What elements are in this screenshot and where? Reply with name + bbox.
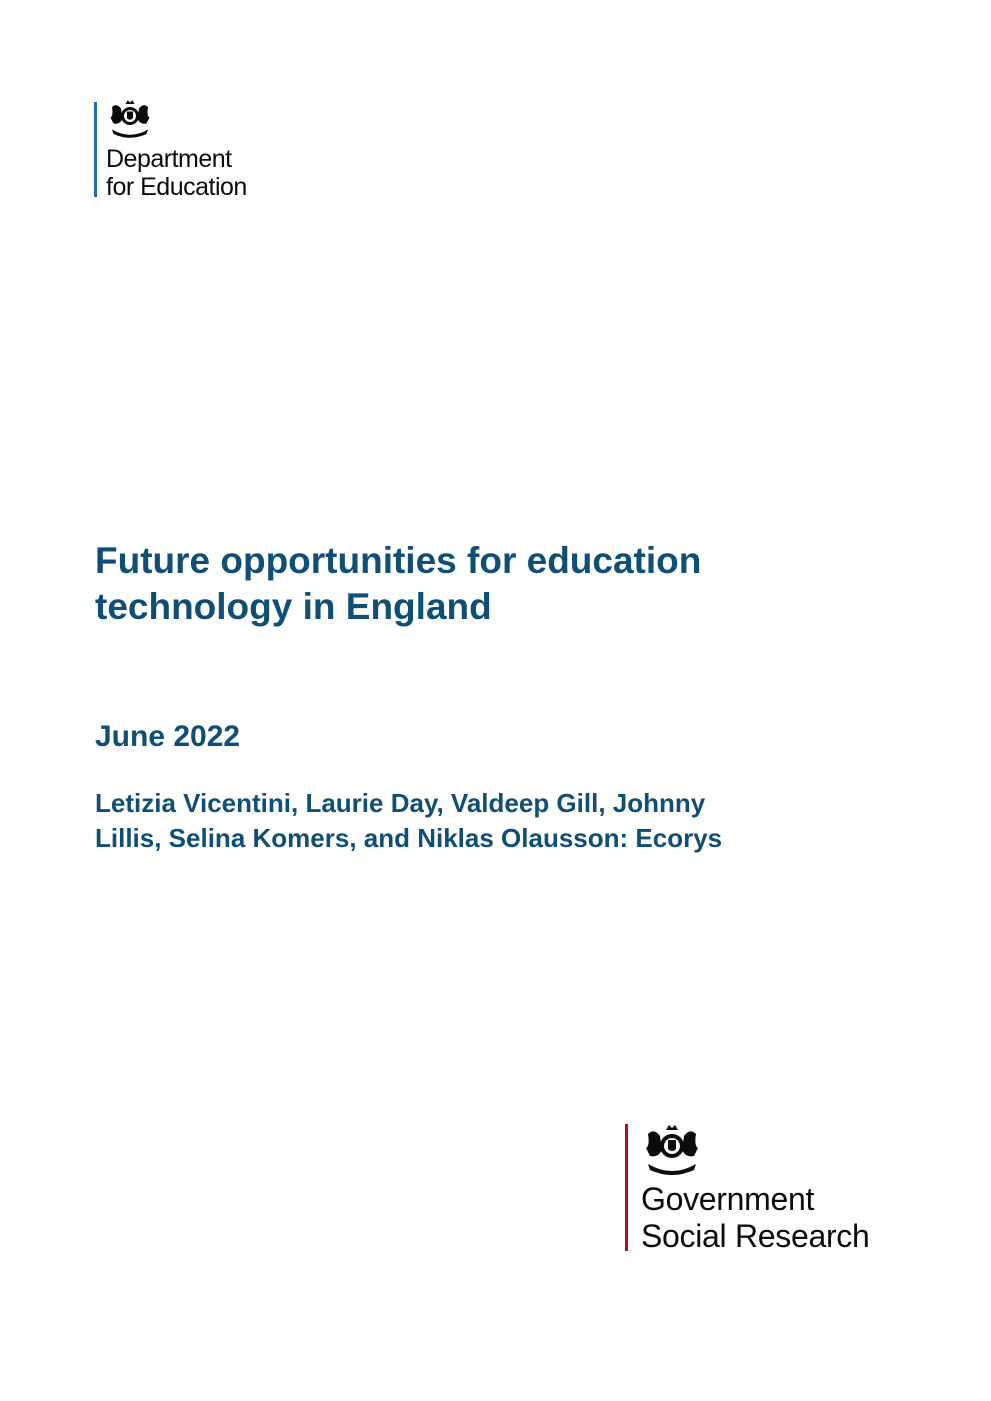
gsr-logo-line2: Social Research: [641, 1218, 870, 1254]
publication-date: June 2022: [95, 720, 241, 753]
dfe-logo-bar: [94, 102, 97, 197]
gsr-logo-text: [641, 1181, 870, 1255]
authors-line-2: Lillis, Selina Komers, and Niklas Olausson: Ecorys: [95, 823, 723, 853]
royal-coat-of-arms-icon: [640, 1122, 704, 1178]
authors: [95, 786, 722, 856]
authors-line-1: Letizia Vicentini, Laurie Day, Valdeep Gill, Johnny: [95, 788, 706, 818]
dfe-logo-line1: Department: [106, 145, 232, 173]
dfe-logo-line2: for Education: [106, 173, 247, 201]
royal-coat-of-arms-icon: [106, 98, 154, 140]
document-title: [95, 538, 701, 630]
gsr-logo-bar: [625, 1124, 628, 1251]
gsr-logo-line1: Government: [641, 1181, 815, 1217]
dfe-logo-text: [106, 145, 247, 201]
title-line-1: Future opportunities for education: [95, 540, 702, 581]
title-line-2: technology in England: [95, 586, 492, 627]
